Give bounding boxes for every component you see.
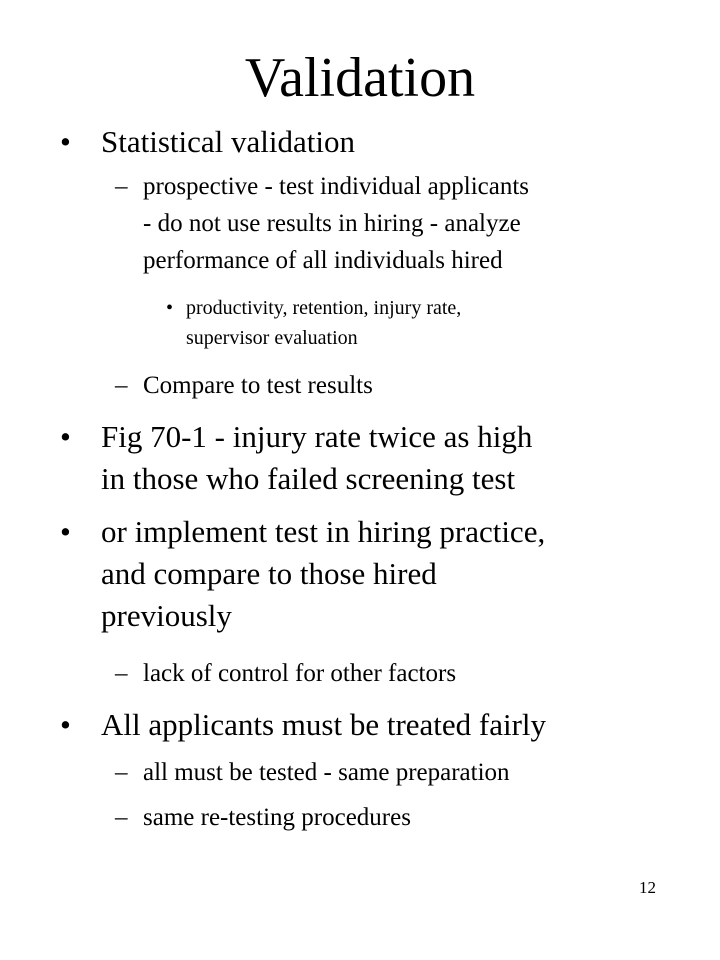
subsubbullet-text-line: productivity, retention, injury rate, <box>186 297 462 319</box>
subbullet-text: same re-testing procedures <box>143 804 411 831</box>
subbullet-text-line: - do not use results in hiring - analyze <box>143 210 521 237</box>
bullet-text-line: or implement test in hiring practice, <box>101 514 546 549</box>
subbullet-all-must-be-tested <box>0 757 720 789</box>
bullet-text: All applicants must be treated fairly <box>101 707 547 742</box>
dash-icon: – <box>115 804 128 831</box>
subbullet-text: lack of control for other factors <box>143 660 457 687</box>
bullet-text-line: in those who failed screening test <box>101 461 516 496</box>
bullet-text-line: Fig 70-1 - injury rate twice as high <box>101 419 533 454</box>
slide-title: Validation <box>244 47 476 109</box>
bullet-text-line: and compare to those hired <box>101 556 437 591</box>
bullet-icon: • <box>60 419 71 454</box>
subbullet-text: Compare to test results <box>143 372 373 399</box>
subbullet-retesting <box>0 802 720 834</box>
bullet-icon: • <box>60 514 71 549</box>
page-number: 12 <box>639 878 656 897</box>
subbullet-prospective <box>0 171 720 274</box>
bullet-text-line: previously <box>101 598 232 633</box>
subsubbullet-productivity <box>0 296 720 352</box>
dash-icon: – <box>115 660 128 687</box>
subbullet-text-line: performance of all individuals hired <box>143 247 503 274</box>
subsubbullet-text-line: supervisor evaluation <box>186 327 358 349</box>
dash-icon: – <box>115 372 128 399</box>
bullet-implement-test <box>0 512 720 638</box>
bullet-fig-70-1 <box>0 417 720 501</box>
bullet-icon: • <box>166 297 174 319</box>
bullet-statistical-validation <box>0 122 720 162</box>
subbullet-lack-of-control <box>0 658 720 690</box>
dash-icon: – <box>115 759 128 786</box>
bullet-icon: • <box>60 707 71 742</box>
subbullet-text-line: prospective - test individual applicants <box>143 173 530 200</box>
bullet-icon: • <box>60 124 71 159</box>
subbullet-text: all must be tested - same preparation <box>143 759 510 786</box>
subbullet-compare <box>0 370 720 402</box>
bullet-all-applicants <box>0 705 720 745</box>
dash-icon: – <box>115 173 128 200</box>
bullet-text: Statistical validation <box>101 124 355 159</box>
